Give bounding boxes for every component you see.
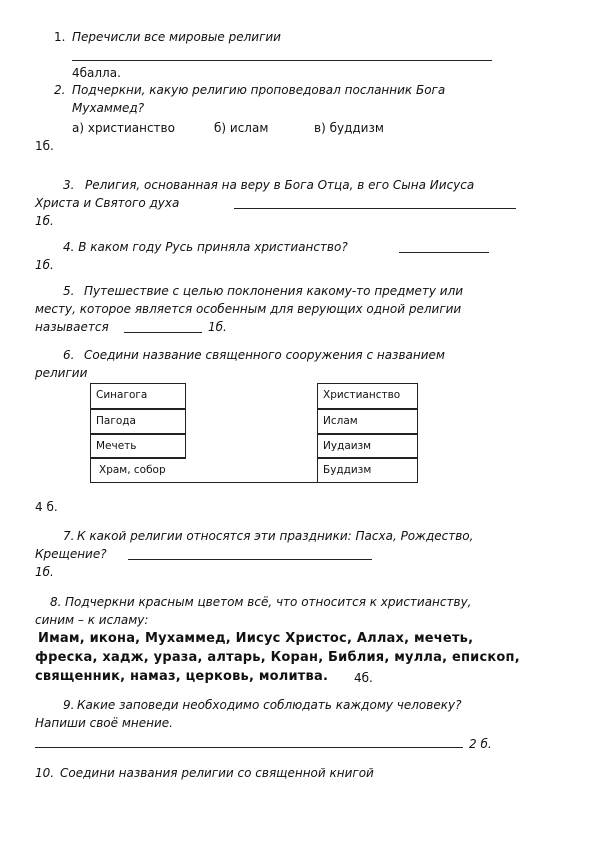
q8-number: 8.: [50, 595, 62, 609]
table-cell-religion[interactable]: Христианство: [317, 383, 418, 409]
q9-points: 2 б.: [469, 737, 492, 751]
q3-text-line2: Христа и Святого духа: [35, 196, 180, 210]
q5-points: 1б.: [208, 320, 227, 334]
q2-option-c[interactable]: в) буддизм: [314, 121, 384, 135]
q4-text: 4. В каком году Русь приняла христианство?: [63, 240, 348, 254]
table-cell-building[interactable]: Пагода: [90, 409, 186, 434]
table-cell-religion[interactable]: Ислам: [317, 409, 418, 434]
q6-points: 4 б.: [35, 500, 58, 514]
q2-option-b[interactable]: б) ислам: [214, 121, 269, 135]
q10-text: Соедини названия религии со священной книгой: [60, 766, 374, 780]
q1-answer-line[interactable]: [72, 60, 492, 61]
q3-number: 3.: [63, 178, 75, 192]
q8-points: 4б.: [354, 671, 373, 685]
q8-words-line3: священник, намаз, церковь, молитва.: [35, 669, 329, 684]
q9-answer-line[interactable]: [35, 747, 463, 748]
q4-points: 1б.: [35, 258, 54, 272]
q1-text: Перечисли все мировые религии: [72, 30, 281, 44]
q2-option-a[interactable]: а) христианство: [72, 121, 175, 135]
q5-text-line2: месту, которое является особенным для верующих одной религии: [35, 302, 462, 316]
table-cell-building[interactable]: Синагога: [90, 383, 186, 409]
q6-text-line2: религии: [35, 366, 88, 380]
q8-words-line1: Имам, икона, Мухаммед, Иисус Христос, Аллах, мечеть,: [38, 631, 474, 646]
q9-text-line2: Напиши своё мнение.: [35, 716, 173, 730]
q7-points: 1б.: [35, 565, 54, 579]
q8-words-line2: фреска, хадж, ураза, алтарь, Коран, Библия, мулла, епископ,: [35, 650, 520, 665]
q9-number: 9.: [63, 698, 75, 712]
q10-number: 10.: [35, 766, 55, 780]
q2-text-line2: Мухаммед?: [72, 101, 145, 115]
q7-text-line1: К какой религии относятся эти праздники: Пасха, Рождество,: [77, 529, 474, 543]
q1-number: 1.: [54, 30, 66, 44]
q7-answer-line[interactable]: [128, 559, 372, 560]
q5-answer-line[interactable]: [124, 332, 202, 333]
table-cell-religion[interactable]: Иудаизм: [317, 434, 418, 458]
q6-text-line1: Соедини название священного сооружения с названием: [84, 348, 445, 362]
q7-text-line2: Крещение?: [35, 547, 107, 561]
q2-points: 1б.: [35, 139, 54, 153]
q5-text-line1: Путешествие с целью поклонения какому-то предмету или: [84, 284, 464, 298]
q5-number: 5.: [63, 284, 75, 298]
q9-text-line1: Какие заповеди необходимо соблюдать каждому человеку?: [77, 698, 462, 712]
q3-answer-line[interactable]: [234, 208, 516, 209]
q5-text-line3: называется: [35, 320, 109, 334]
q4-answer-line[interactable]: [399, 252, 489, 253]
q7-number: 7.: [63, 529, 75, 543]
table-cell-building[interactable]: Храм, собор: [90, 458, 186, 483]
q3-points: 1б.: [35, 214, 54, 228]
q8-text-line1: Подчеркни красным цветом всё, что относится к христианству,: [65, 595, 472, 609]
table-cell-building[interactable]: Мечеть: [90, 434, 186, 458]
q1-points: 4балла.: [72, 66, 121, 80]
q3-text-line1: Религия, основанная на веру в Бога Отца, в его Сына Иисуса: [85, 178, 475, 192]
q6-number: 6.: [63, 348, 75, 362]
q8-text-line2: синим – к исламу:: [35, 613, 149, 627]
q2-number: 2.: [54, 83, 66, 97]
q2-text-line1: Подчеркни, какую религию проповедовал посланник Бога: [72, 83, 446, 97]
table-cell-religion[interactable]: Буддизм: [317, 458, 418, 483]
